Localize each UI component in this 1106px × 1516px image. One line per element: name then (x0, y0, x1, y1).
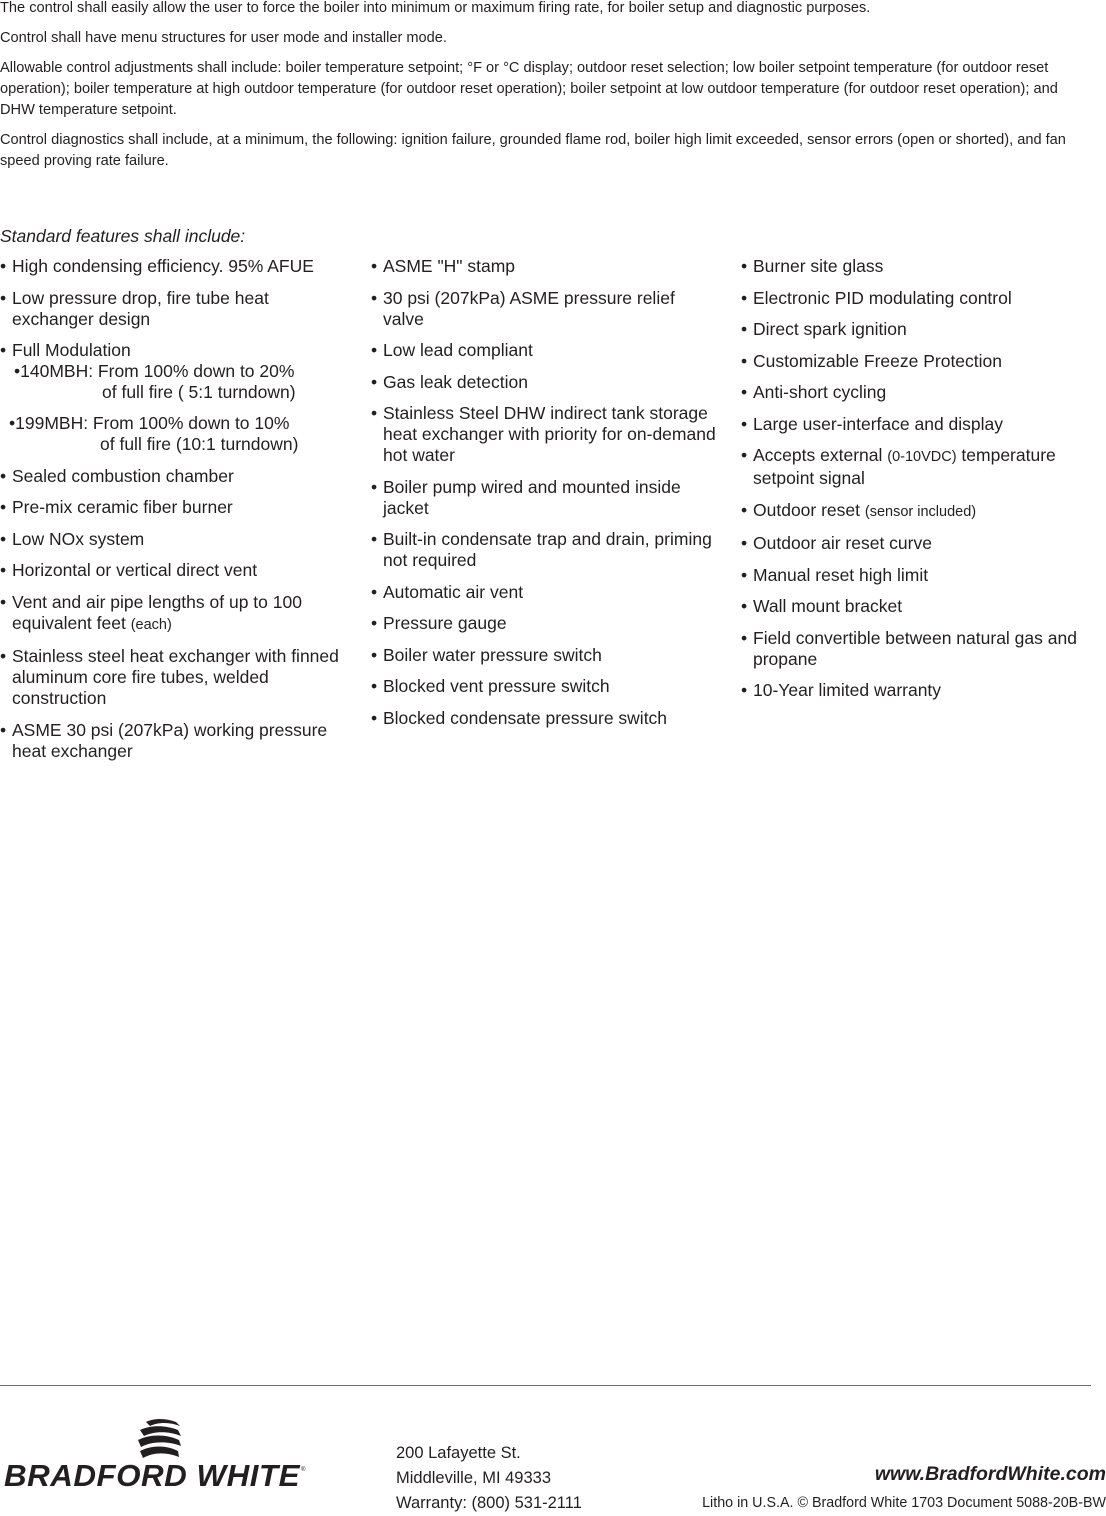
list-item: • Manual reset high limit (741, 564, 929, 585)
features-column-3 (741, 256, 1101, 712)
document-info: Litho in U.S.A. © Bradford White 1703 Document 5088-20B-BW (702, 1495, 1106, 1511)
address-city: Middleville, MI 49333 (396, 1469, 551, 1487)
list-item: • Blocked vent pressure switch (371, 676, 610, 696)
bullet: • (371, 644, 378, 665)
list-item: • Low lead compliant (371, 340, 533, 360)
bullet: • (371, 613, 378, 633)
bullet: • (0, 528, 7, 549)
list-item: • Stainless Steel DHW indirect tank storage heat exchanger with priority for on-demand hot water (371, 403, 716, 465)
list-item: • Large user-interface and display (741, 413, 1004, 434)
paragraph-diagnostics: Control diagnostics shall include, at a minimum, the following: ignition failure, grounded flame rod, boiler high limit exceeded, sensor errors (open or shorted), and fan speed proving rate failure. (0, 132, 1066, 169)
list-item: • Direct spark ignition (741, 319, 907, 339)
list-item: • ASME 30 psi (207kPa) working pressure heat exchanger (0, 719, 328, 761)
bullet: • (371, 476, 378, 497)
list-item: • 10-Year limited warranty (741, 680, 942, 700)
list-item: • Burner site glass (741, 256, 884, 276)
sub-item-140mbh: •140MBH: From 100% down to 20% of full fire ( 5:1 turndown) (14, 361, 296, 402)
bullet: • (741, 533, 748, 553)
list-item: • Low pressure drop, fire tube heat exchanger design (0, 287, 269, 329)
bullet: • (0, 287, 7, 308)
list-item: • Horizontal or vertical direct vent (0, 560, 258, 580)
list-item: • Boiler pump wired and mounted inside jacket (371, 476, 681, 518)
bullet: • (371, 403, 378, 423)
list-item: • Low NOx system (0, 528, 145, 549)
bullet: • (741, 319, 748, 339)
bullet: • (371, 707, 378, 728)
list-item: • Accepts external (0-10VDC) temperature setpoint signal (741, 445, 1056, 488)
bullet: • (371, 287, 378, 308)
list-item-full-modulation: • Full Modulation •140MBH: From 100% down to 20% of full fire ( 5:1 turndown) •199MBH: From 100% down to 10% of full fire (10:1 turndown) (0, 340, 350, 455)
bullet: • (0, 646, 7, 666)
list-item: • Gas leak detection (371, 371, 528, 392)
bullet: • (741, 413, 748, 434)
bullet: • (0, 497, 7, 517)
bullet: • (371, 529, 378, 549)
bullet: • (0, 591, 7, 612)
footer-divider (0, 1385, 1091, 1386)
bullet: • (741, 350, 748, 371)
address-street: 200 Lafayette St. (396, 1444, 521, 1462)
list-item: • Pressure gauge (371, 613, 507, 633)
company-address (396, 1441, 582, 1516)
logo-wordmark: BRADFORD WHITE (4, 1458, 301, 1491)
bullet: • (0, 719, 7, 740)
features-column-2 (371, 256, 716, 739)
bullet: • (741, 256, 748, 276)
list-item: • ASME "H" stamp (371, 256, 516, 276)
list-item: • Stainless steel heat exchanger with finned aluminum core fire tubes, welded construction (0, 646, 339, 708)
paragraph-firing-rate: The control shall easily allow the user to force the boiler into minimum or maximum firing rate, for boiler setup and diagnostic purposes. (0, 0, 871, 16)
bullet: • (741, 680, 748, 700)
bullet: • (741, 499, 748, 520)
bullet: • (741, 445, 748, 465)
features-heading: Standard features shall include: (0, 226, 246, 246)
list-item: • Vent and air pipe lengths of up to 100 equivalent feet (each) (0, 591, 302, 633)
bullet: • (371, 340, 378, 360)
list-item: • Anti-short cycling (741, 382, 887, 402)
list-item: • Outdoor air reset curve (741, 533, 932, 553)
list-item: • Built-in condensate trap and drain, priming not required (371, 529, 712, 570)
bullet: • (371, 581, 378, 602)
list-item: • High condensing efficiency. 95% AFUE (0, 256, 314, 276)
logo-wave-mark (138, 1419, 181, 1458)
bullet: • (741, 564, 748, 585)
list-item: • Boiler water pressure switch (371, 644, 602, 665)
bullet: • (371, 371, 378, 392)
bullet: • (741, 382, 748, 402)
list-item: • Sealed combustion chamber (0, 465, 234, 486)
list-item: • Pre-mix ceramic fiber burner (0, 497, 233, 517)
bullet: • (741, 287, 748, 308)
list-item: • Automatic air vent (371, 581, 524, 602)
list-item: • Customizable Freeze Protection (741, 350, 1002, 371)
bullet: • (371, 256, 378, 276)
bullet: • (0, 340, 7, 360)
bullet: • (0, 465, 7, 486)
list-item: • Electronic PID modulating control (741, 287, 1012, 308)
list-item: • Wall mount bracket (741, 596, 903, 616)
bradford-white-logo (4, 1416, 310, 1491)
list-item: • 30 psi (207kPa) ASME pressure relief valve (371, 287, 675, 329)
list-item: • Blocked condensate pressure switch (371, 707, 668, 728)
bullet: • (371, 676, 378, 696)
sub-item-199mbh: •199MBH: From 100% down to 10% of full fire (10:1 turndown) (9, 413, 299, 454)
paragraph-menu-structures: Control shall have menu structures for user mode and installer mode. (0, 30, 447, 46)
bullet: • (741, 627, 748, 648)
paragraph-adjustments: Allowable control adjustments shall include: boiler temperature setpoint; °F or °C display; outdoor reset selection; low boiler setpoint temperature (for outdoor reset operation); boiler temperature at high outdoor temperature (for outdoor reset operation); boiler setpoint at low outdoor temperature (for outdoor reset operation); and DHW temperature setpoint. (0, 60, 1058, 118)
bullet: • (741, 596, 748, 616)
list-item: • Outdoor reset (sensor included) (741, 499, 977, 520)
registered-mark: ® (301, 1467, 306, 1473)
address-warranty-phone: Warranty: (800) 531-2111 (396, 1494, 582, 1512)
features-column-1 (0, 256, 350, 772)
list-item: • Field convertible between natural gas and propane (741, 627, 1077, 669)
bullet: • (0, 256, 7, 276)
website-link[interactable]: www.BradfordWhite.com (874, 1463, 1106, 1485)
bullet: • (0, 560, 7, 580)
